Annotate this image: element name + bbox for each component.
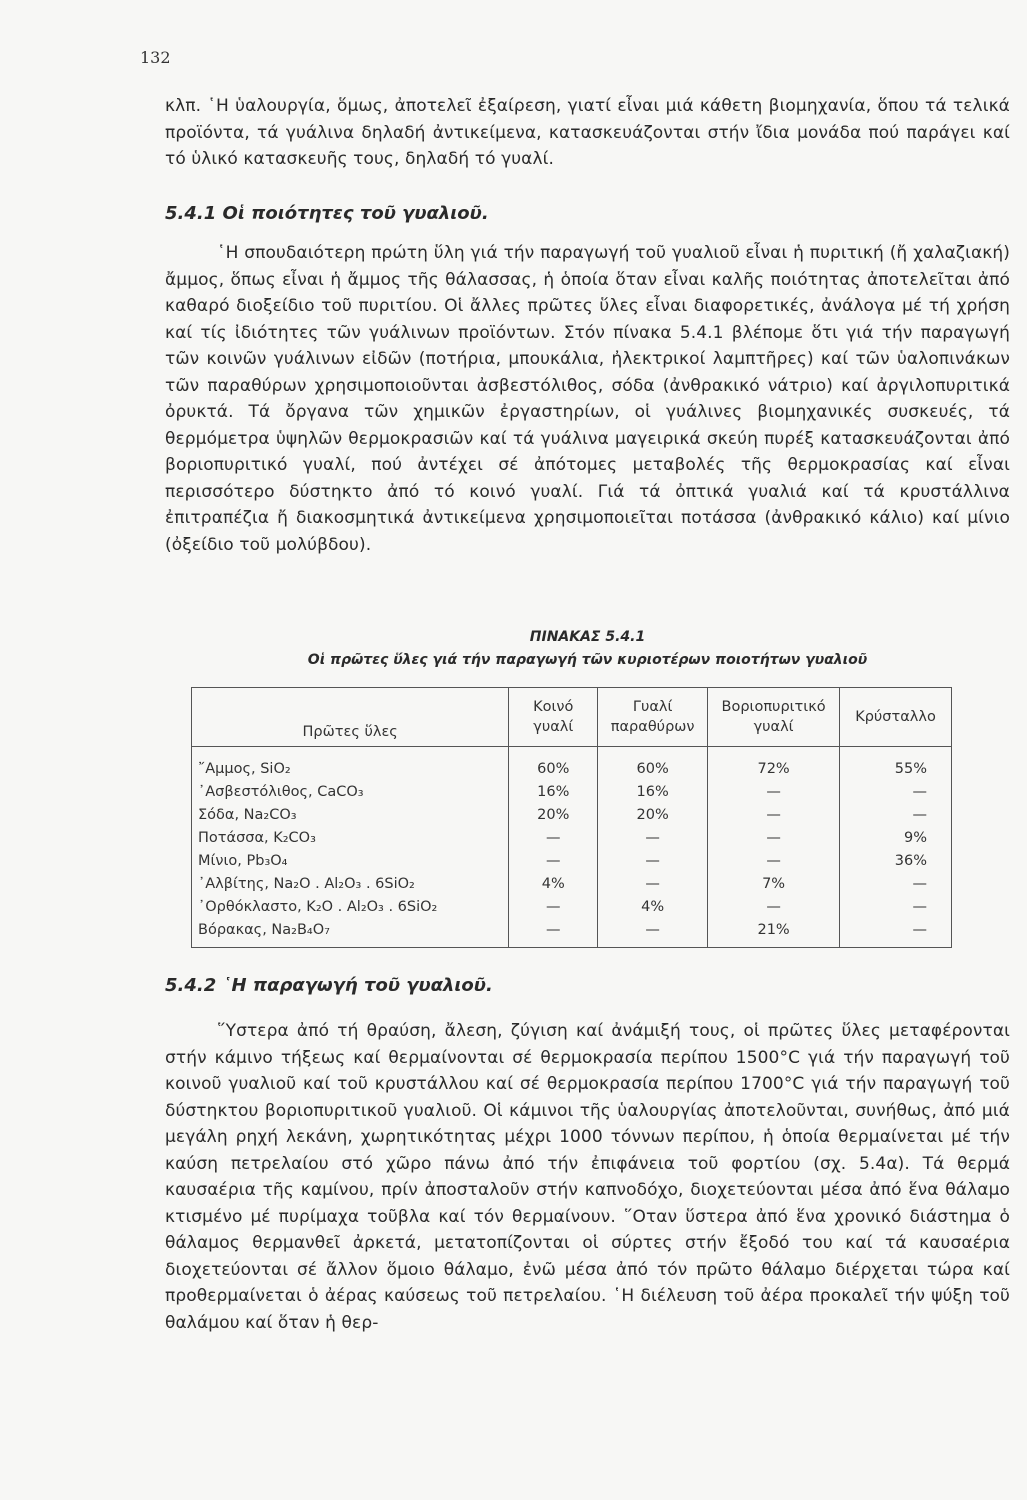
row-name: ᾿Ορθόκλαστο, K₂O . Al₂O₃ . 6SiO₂ xyxy=(192,895,509,918)
cell: 60% xyxy=(598,747,708,781)
cell: — xyxy=(598,872,708,895)
row-name: Βόρακας, Na₂B₄O₇ xyxy=(192,918,509,948)
section-number: 5.4.2 xyxy=(165,975,217,996)
cell: — xyxy=(708,780,840,803)
cell: — xyxy=(840,872,952,895)
table-row xyxy=(192,803,952,826)
cell: — xyxy=(509,918,598,948)
table-caption: Οἱ πρῶτες ὕλες γιά τήν παραγωγή τῶν κυριοτέρων ποιοτήτων γυαλιοῦ xyxy=(307,652,868,668)
cell: 55% xyxy=(840,747,952,781)
cell: — xyxy=(840,895,952,918)
cell: 16% xyxy=(509,780,598,803)
cell: 16% xyxy=(598,780,708,803)
row-name: ῎Αμμος, SiO₂ xyxy=(192,747,509,781)
section-heading-5-4-2 xyxy=(165,975,493,996)
section-number: 5.4.1 xyxy=(165,203,217,224)
table-row xyxy=(192,918,952,948)
cell: — xyxy=(598,918,708,948)
table-label: ΠΙΝΑΚΑΣ 5.4.1 xyxy=(529,629,646,645)
cell: — xyxy=(708,803,840,826)
qualities-paragraph: ῾Η σπουδαιότερη πρώτη ὕλη γιά τήν παραγωγή τοῦ γυαλιοῦ εἶναι ἡ πυριτική (ἤ χαλαζιακή) ἄμμος, ὅπως εἶναι ἡ ἄμμος τῆς θάλασσας, ἡ ὁποία ὅταν εἶναι καλῆς ποιότητας ἀποτελεῖται ἀπό καθαρό διοξείδιο τοῦ πυριτίου. Οἱ ἄλλες πρῶτες ὕλες εἶναι διαφορετικές, ἀνάλογα μέ τή χρήση καί τίς ἰδιότητες τῶν γυάλινων προϊόντων. Στόν πίνακα 5.4.1 βλέπομε ὅτι γιά τήν παραγωγή τῶν κοινῶν γυάλινων εἰδῶν (ποτήρια, μπουκάλια, ἠλεκτρικοί λαμπτῆρες) καί τῶν ὑαλοπινάκων τῶν παραθύρων χρησιμοποιοῦνται ἀσβεστόλιθος, σόδα (ἀνθρακικό νάτριο) καί ἀργιλοπυριτικά ὀρυκτά. Τά ὄργανα τῶν χημικῶν ἐργαστηρίων, οἱ γυάλινες βιομηχανικές συσκευές, τά θερμόμετρα ὑψηλῶν θερμοκρασιῶν καί τά γυάλινα μαγειρικά σκεύη πυρέξ κατασκευάζονται ἀπό βοριοπυριτικό γυαλί, πού ἀντέχει σέ ἀπότομες μεταβολές τῆς θερμοκρασίας καί εἶναι περισσότερο δύστηκτο ἀπό τό κοινό γυαλί. Γιά τά ὀπτικά γυαλιά καί τά κρυστάλλινα ἐπιτραπέζια ἤ διακοσμητικά ἀντικείμενα χρησιμοποιεῖται ποτάσσα (ἀνθρακικό κάλιο) καί μίνιο (ὀξείδιο τοῦ μολύβδου). xyxy=(165,243,1010,555)
cell: — xyxy=(509,895,598,918)
header-borosilicate-glass: Βοριοπυριτικό γυαλί xyxy=(708,688,840,747)
intro-paragraph: κλπ. ῾Η ὑαλουργία, ὅμως, ἀποτελεῖ ἐξαίρεση, γιατί εἶναι μιά κάθετη βιομηχανία, ὅπου τά τελικά προϊόντα, τά γυάλινα δηλαδή ἀντικείμενα, κατασκευάζονται στήν ἴδια μονάδα πού παράγει καί τό ὑλικό κατασκευῆς τους, δηλαδή τό γυαλί. xyxy=(165,96,1010,169)
cell: — xyxy=(840,780,952,803)
cell: — xyxy=(708,849,840,872)
cell: — xyxy=(840,918,952,948)
table-row xyxy=(192,849,952,872)
cell: 36% xyxy=(840,849,952,872)
cell: — xyxy=(598,826,708,849)
cell: — xyxy=(708,895,840,918)
row-name: Ποτάσσα, K₂CO₃ xyxy=(192,826,509,849)
section-title: ῾Η παραγωγή τοῦ γυαλιοῦ. xyxy=(222,975,493,996)
row-name: Μίνιο, Pb₃O₄ xyxy=(192,849,509,872)
row-name: Σόδα, Na₂CO₃ xyxy=(192,803,509,826)
cell: 20% xyxy=(509,803,598,826)
table-header-row xyxy=(192,688,952,747)
row-name: ᾿Ασβεστόλιθος, CaCO₃ xyxy=(192,780,509,803)
table-row xyxy=(192,780,952,803)
cell: 21% xyxy=(708,918,840,948)
cell: 7% xyxy=(708,872,840,895)
cell: 4% xyxy=(509,872,598,895)
section-heading-5-4-1 xyxy=(165,203,489,224)
cell: 4% xyxy=(598,895,708,918)
cell: 9% xyxy=(840,826,952,849)
row-name: ᾿Αλβίτης, Na₂O . Al₂O₃ . 6SiO₂ xyxy=(192,872,509,895)
header-crystal: Κρύσταλλο xyxy=(840,688,952,747)
production-paragraph: ῞Υστερα ἀπό τή θραύση, ἄλεση, ζύγιση καί ἀνάμιξή τους, οἱ πρῶτες ὕλες μεταφέρονται στήν κάμινο τήξεως καί θερμαίνονται σέ θερμοκρασία περίπου 1500°C γιά τήν παραγωγή τοῦ κοινοῦ γυαλιοῦ καί τοῦ κρυστάλλου καί σέ θερμοκρασία περίπου 1700°C γιά τήν παραγωγή τοῦ δύστηκτου βοριοπυριτικοῦ γυαλιοῦ. Οἱ κάμινοι τῆς ὑαλουργίας ἀποτελοῦνται, συνήθως, ἀπό μιά μεγάλη ρηχή λεκάνη, χωρητικότητας μέχρι 1000 τόννων περίπου, ἡ ὁποία θερμαίνεται μέ τήν καύση πετρελαίου στό χῶρο πάνω ἀπό τήν ἐπιφάνεια τοῦ φορτίου (σχ. 5.4α). Τά θερμά καυσαέρια τῆς καμίνου, πρίν ἀποσταλοῦν στήν καπνοδόχο, διοχετεύονται μέσα ἀπό ἕνα θάλαμο κτισμένο μέ πυρίμαχα τοῦβλα καί τόν θερμαίνουν. ῞Οταν ὕστερα ἀπό ἕνα χρονικό διάστημα ὁ θάλαμος θερμανθεῖ ἀρκετά, μετατοπίζονται οἱ σύρτες στήν ἔξοδό του καί τά καυσαέρια διοχετεύονται σέ ἄλλον ὅμοιο θάλαμο, ἐνῶ μέσα ἀπό τόν πρῶτο θάλαμο διέρχεται τώρα καί προθερμαίνεται ὁ ἀέρας καύσεως τοῦ πετρελαίου. ῾Η διέλευση τοῦ ἀέρα προκαλεῖ τήν ψύξη τοῦ θαλάμου καί ὅταν ἡ θερ- xyxy=(165,1021,1010,1333)
header-raw-materials: Πρῶτες ὕλες xyxy=(192,688,509,747)
cell: 20% xyxy=(598,803,708,826)
cell: — xyxy=(509,849,598,872)
cell: 60% xyxy=(509,747,598,781)
table-row xyxy=(192,747,952,781)
page-number: 132 xyxy=(140,48,171,67)
table-row xyxy=(192,826,952,849)
cell: — xyxy=(840,803,952,826)
raw-materials-table xyxy=(191,687,952,948)
cell: — xyxy=(509,826,598,849)
table-row xyxy=(192,872,952,895)
cell: — xyxy=(598,849,708,872)
header-window-glass: Γυαλί παραθύρων xyxy=(598,688,708,747)
section-title: Οἱ ποιότητες τοῦ γυαλιοῦ. xyxy=(222,203,489,224)
header-common-glass: Κοινό γυαλί xyxy=(509,688,598,747)
cell: — xyxy=(708,826,840,849)
cell: 72% xyxy=(708,747,840,781)
table-row xyxy=(192,895,952,918)
